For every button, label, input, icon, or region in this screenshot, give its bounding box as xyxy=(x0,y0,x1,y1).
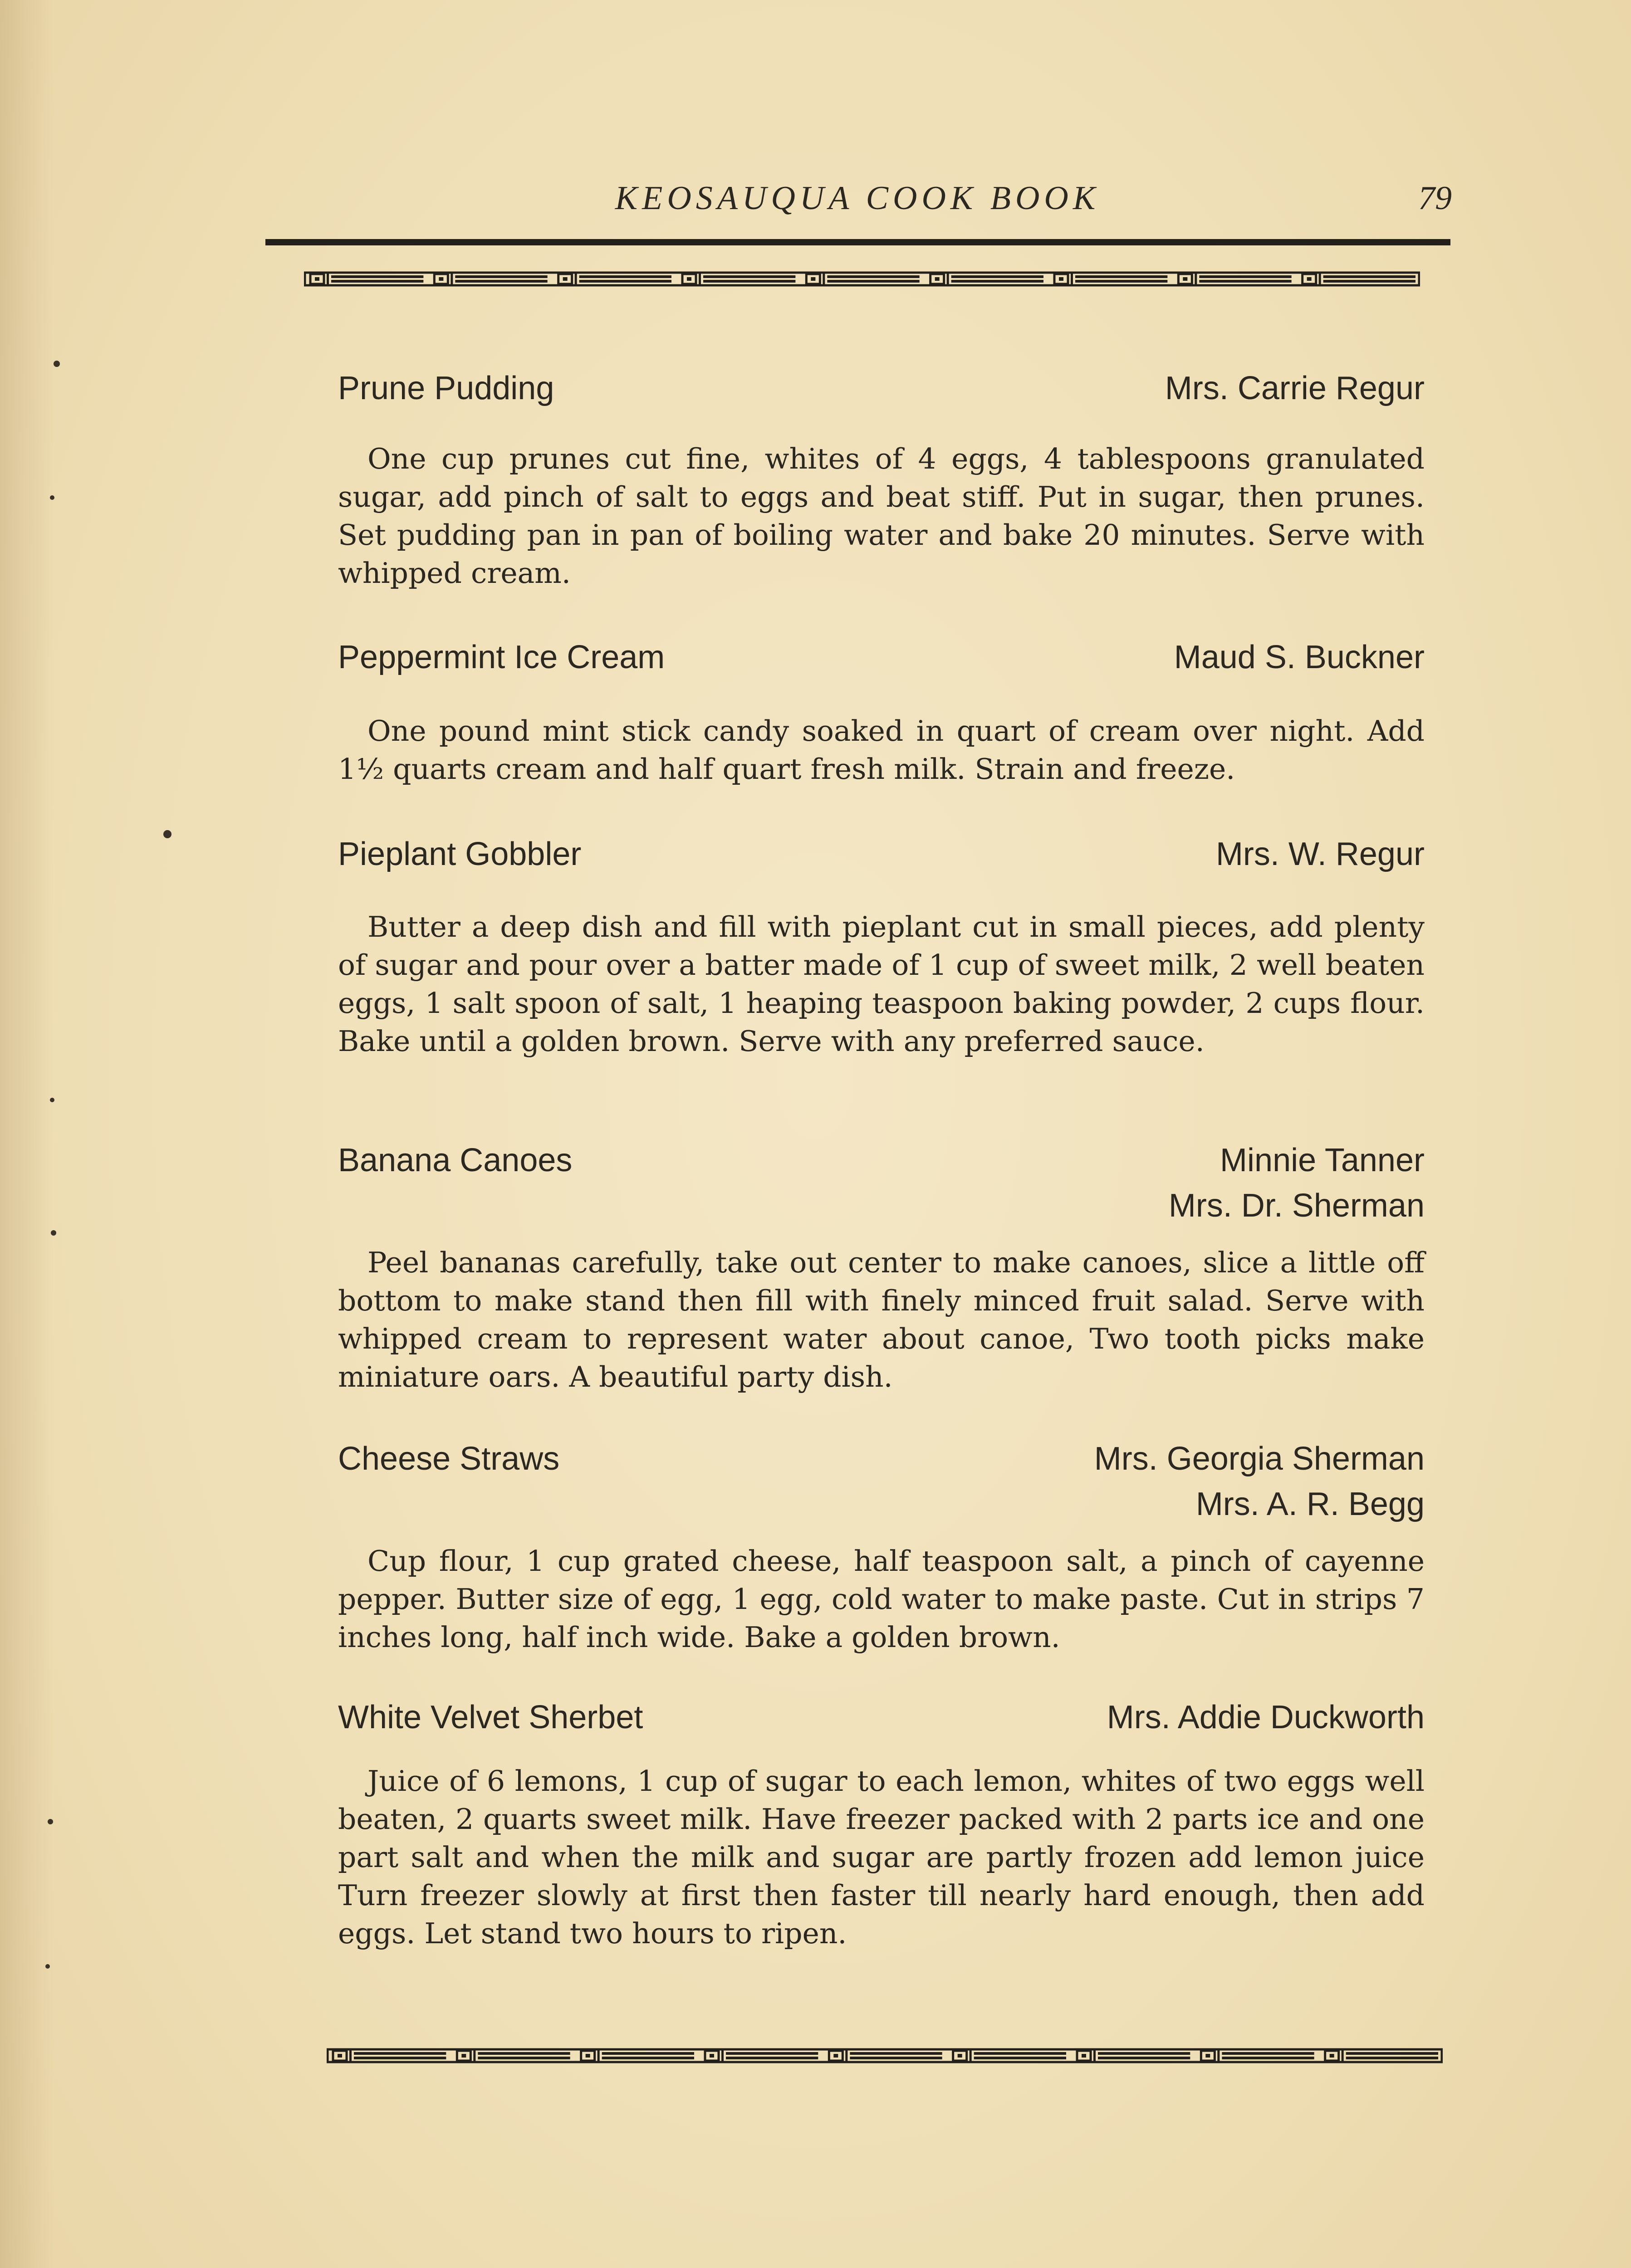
ornament-divider xyxy=(699,273,701,285)
ornament-square-center xyxy=(935,277,940,281)
recipe-heading xyxy=(338,1699,1425,1740)
ornament-bar xyxy=(478,2052,570,2055)
ornament-bar xyxy=(354,2052,446,2055)
recipe-peppermint-ice-cream xyxy=(338,639,1425,786)
ornament-divider xyxy=(575,273,577,285)
ornament-divider xyxy=(823,273,825,285)
ornament-square-center xyxy=(563,277,568,281)
recipe-author: Mrs. Addie Duckworth xyxy=(1107,1699,1425,1735)
recipe-title: Banana Canoes xyxy=(338,1142,573,1178)
ornament-bar xyxy=(331,280,423,283)
ornament-bar xyxy=(850,2057,942,2059)
ornament-square-center xyxy=(1082,2054,1086,2058)
recipe-title: Peppermint Ice Cream xyxy=(338,639,665,675)
ornament-bar xyxy=(1346,2052,1438,2055)
ornament-square-center xyxy=(338,2054,342,2058)
ornament-bar xyxy=(726,2057,818,2059)
recipe-author: Maud S. Buckner xyxy=(1174,639,1425,675)
ornament-bar xyxy=(1098,2057,1190,2059)
ornament-bar xyxy=(1199,280,1291,283)
ornament-bar xyxy=(827,280,919,283)
recipe-prune-pudding xyxy=(338,370,1425,590)
ornament-bar xyxy=(850,2052,942,2055)
ornament-divider xyxy=(598,2049,600,2062)
print-speck xyxy=(54,361,60,367)
ornament-bar xyxy=(1323,275,1415,278)
ornament-bar xyxy=(602,2057,694,2059)
ornament-divider xyxy=(1319,273,1321,285)
ornament-square-center xyxy=(1205,2054,1210,2058)
recipe-instructions: Peel bananas carefully, take out center to make canoes, slice a little off bottom to make stand then fill with finely minced fruit salad. Serve with whipped cream to represent water about canoe, Two tooth picks make miniature oars. A beautiful party dish. xyxy=(338,1246,1425,1393)
ornament-square-center xyxy=(461,2054,466,2058)
ornament-divider xyxy=(1093,2049,1096,2062)
ornament-bar xyxy=(579,275,671,278)
ornament-square-center xyxy=(958,2054,962,2058)
ornament-square-center xyxy=(811,277,815,281)
ornament-square-center xyxy=(1183,277,1187,281)
ornament-divider xyxy=(721,2049,724,2062)
ornament-bar xyxy=(1075,275,1167,278)
recipe-author: Mrs. W. Regur xyxy=(1215,836,1425,872)
ornament-divider xyxy=(327,273,329,285)
ornament-square-center xyxy=(687,277,691,281)
recipe-instructions: One pound mint stick candy soaked in quart of cream over night. Add 1½ quarts cream and half quart fresh milk. Strain and freeze. xyxy=(338,714,1425,786)
ornament-bar xyxy=(602,2052,694,2055)
ornament-divider xyxy=(1217,2049,1220,2062)
print-speck xyxy=(50,1098,54,1102)
ornament-bar xyxy=(1098,2052,1190,2055)
recipe-title: Prune Pudding xyxy=(338,370,554,406)
ornament-bar xyxy=(974,2052,1066,2055)
ornament-divider xyxy=(970,2049,972,2062)
ornament-square-center xyxy=(710,2054,714,2058)
recipe-heading xyxy=(338,370,1425,411)
ornament-bar xyxy=(726,2052,818,2055)
recipe-white-velvet-sherbet xyxy=(338,1699,1425,1950)
ornament-divider xyxy=(451,273,453,285)
ornament-divider xyxy=(947,273,949,285)
recipe-heading xyxy=(338,639,1425,679)
ornament-divider xyxy=(1195,273,1197,285)
ornament-divider xyxy=(473,2049,475,2062)
ornament-square-center xyxy=(1330,2054,1334,2058)
recipe-author: Mrs. A. R. Begg xyxy=(1195,1486,1425,1522)
ornament-square-center xyxy=(315,277,319,281)
recipe-instructions: Cup flour, 1 cup grated cheese, half teaspoon salt, a pinch of cayenne pepper. Butter size of egg, 1 egg, cold water to make paste. Cut in strips 7 inches long, half inch wide. Bake a golden brown. xyxy=(338,1545,1425,1654)
ornament-square-center xyxy=(833,2054,838,2058)
page-number: 79 xyxy=(1418,180,1452,217)
ornament-square-center xyxy=(586,2054,590,2058)
print-speck xyxy=(45,1964,50,1969)
page-edge-shadow xyxy=(0,0,54,2268)
recipe-heading xyxy=(338,1440,1425,1522)
ornament-bar xyxy=(974,2057,1066,2059)
ornament-divider xyxy=(1071,273,1073,285)
print-speck xyxy=(50,495,54,500)
recipe-banana-canoes xyxy=(338,1142,1425,1393)
ornament-bar xyxy=(455,275,547,278)
recipe-title: White Velvet Sherbet xyxy=(338,1699,643,1735)
ornament-square-center xyxy=(1059,277,1063,281)
ornament-divider xyxy=(349,2049,352,2062)
top-ornament-band xyxy=(304,271,1420,287)
recipe-author: Mrs. Georgia Sherman xyxy=(1094,1441,1425,1477)
running-header xyxy=(263,175,1452,229)
recipe-title: Pieplant Gobbler xyxy=(338,836,582,872)
ornament-bar xyxy=(1222,2057,1314,2059)
recipe-instructions: One cup prunes cut fine, whites of 4 eggs, 4 tablespoons granulated sugar, add pinch of salt to eggs and beat stiff. Put in sugar, then prunes. Set pudding pan in pan of boiling water and bake 20 minutes. Serve with whipped cream. xyxy=(338,442,1425,590)
ornament-bar xyxy=(331,275,423,278)
ornament-divider xyxy=(1342,2049,1344,2062)
recipe-pieplant-gobbler xyxy=(338,836,1425,1058)
ornament-square-center xyxy=(1307,277,1312,281)
recipe-cheese-straws xyxy=(338,1440,1425,1654)
book-title: KEOSAUQUA COOK BOOK xyxy=(615,180,1100,217)
ornament-bar xyxy=(703,275,795,278)
ornament-bar xyxy=(579,280,671,283)
recipe-heading xyxy=(338,836,1425,876)
recipe-author: Mrs. Carrie Regur xyxy=(1165,370,1425,406)
ornament-bar xyxy=(827,275,919,278)
bottom-ornament-band xyxy=(327,2048,1443,2063)
recipe-heading xyxy=(338,1142,1425,1224)
recipe-instructions: Juice of 6 lemons, 1 cup of sugar to each lemon, whites of two eggs well beaten, 2 quarts sweet milk. Have freezer packed with 2 parts ice and one part salt and when the milk and sugar are partly frozen add lemon juice Turn freezer slowly at first then faster till nearly hard enough, then add eggs. Let stand two hours to ripen. xyxy=(338,1765,1425,1950)
ornament-bar xyxy=(478,2057,570,2059)
print-speck xyxy=(163,830,171,838)
ornament-bar xyxy=(1323,280,1415,283)
recipe-title: Cheese Straws xyxy=(338,1441,560,1477)
ornament-bar xyxy=(951,280,1043,283)
ornament-bar xyxy=(1075,280,1167,283)
ornament-bar xyxy=(1222,2052,1314,2055)
ornament-bar xyxy=(354,2057,446,2059)
header-rule xyxy=(265,239,1450,245)
ornament-bar xyxy=(703,280,795,283)
print-speck xyxy=(48,1819,53,1824)
recipe-author: Minnie Tanner xyxy=(1220,1142,1425,1178)
ornament-bar xyxy=(1199,275,1291,278)
recipe-author: Mrs. Dr. Sherman xyxy=(1168,1188,1425,1224)
print-speck xyxy=(51,1230,56,1236)
ornament-bar xyxy=(1346,2057,1438,2059)
ornament-bar xyxy=(455,280,547,283)
recipe-instructions: Butter a deep dish and fill with pieplant cut in small pieces, add plenty of sugar and pour over a batter made of 1 cup of sweet milk, 2 well beaten eggs, 1 salt spoon of salt, 1 heaping teaspoon baking powder, 2 cups flour. Bake until a golden brown. Serve with any preferred sauce. xyxy=(338,910,1425,1058)
ornament-bar xyxy=(951,275,1043,278)
ornament-square-center xyxy=(439,277,443,281)
ornament-divider xyxy=(845,2049,847,2062)
